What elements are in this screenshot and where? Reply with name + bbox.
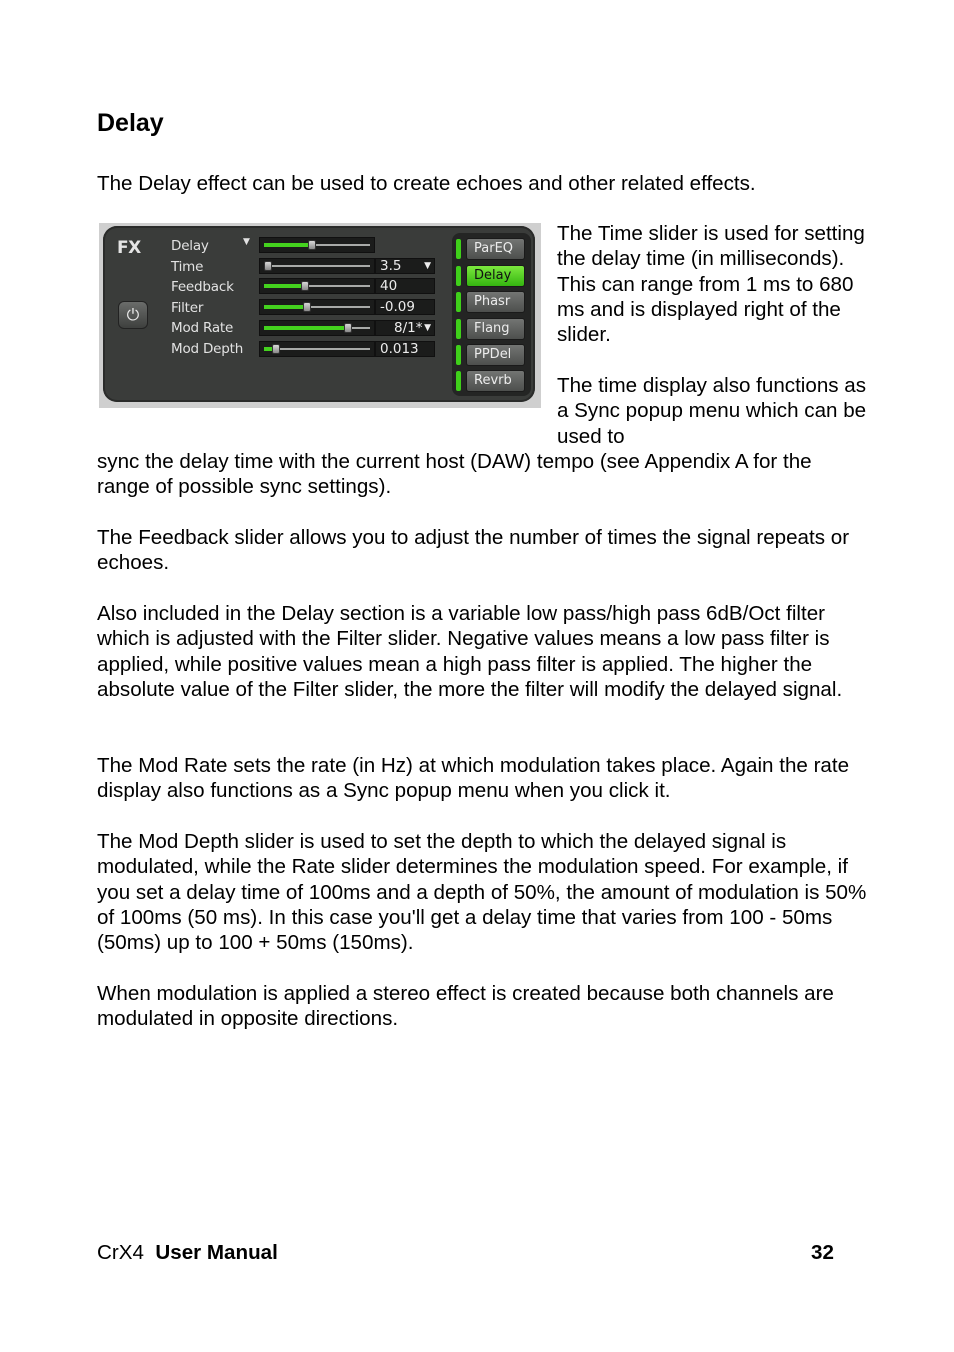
effect-button-revrb[interactable]: Revrb [456, 370, 527, 392]
effect-button-pareq[interactable]: ParEQ [456, 238, 527, 260]
product-name: CrX4 [97, 1241, 144, 1264]
row-label-feedback: Feedback [171, 279, 234, 295]
time-value-dropdown[interactable]: 3.5 ▼ [375, 258, 435, 274]
footer-title [97, 1240, 278, 1265]
led-indicator [456, 239, 461, 259]
mod-rate-paragraph: The Mod Rate sets the rate (in Hz) at which modulation takes place. Again the rate display also functions as a Sync popup menu when you click it. [97, 754, 850, 803]
effect-button-ppdel[interactable]: PPDel [456, 344, 527, 366]
row-label-mod-rate: Mod Rate [171, 320, 234, 336]
row-label-mod-depth: Mod Depth [171, 341, 244, 357]
mod-depth-paragraph: The Mod Depth slider is used to set the depth to which the delayed signal is modulated, while the Rate slider determines the modulation speed. For example, if you set a delay time of 100ms and a depth of 50%, the amount of modulation is 50% of 100ms (50 ms). In this case you'll get a delay time that varies from 100 - 50ms (50ms) up to 100 + 50ms (150ms). [97, 830, 867, 955]
filter-value: -0.09 [375, 299, 435, 315]
mod-depth-value: 0.013 [375, 341, 435, 357]
time-description: The Time slider is used for setting the delay time (in milliseconds). This can range from 1 ms to 680 ms and is displayed right of the slider. [557, 222, 865, 347]
intro-paragraph: The Delay effect can be used to create echoes and other related effects. [97, 172, 756, 195]
filter-paragraph: Also included in the Delay section is a variable low pass/high pass 6dB/Oct filter which is adjusted with the Filter slider. Negative values means a low pass filter is applied, while positive values mean a high pass filter is applied. The higher the absolute value of the Filter slider, the more the filter will modify the delayed signal. [97, 602, 843, 701]
led-indicator [456, 292, 461, 312]
fx-label: FX [117, 238, 141, 258]
feedback-value: 40 [375, 278, 435, 294]
led-indicator [456, 345, 461, 365]
effect-button-delay[interactable]: Delay [456, 265, 527, 287]
led-indicator [456, 266, 461, 286]
page-number: 32 [811, 1241, 834, 1264]
row-label-filter: Filter [171, 300, 204, 316]
slider-delay[interactable] [259, 237, 375, 253]
slider-mod-rate[interactable] [259, 320, 375, 336]
slider-time[interactable] [259, 258, 375, 274]
stereo-paragraph: When modulation is applied a stereo effect is created because both channels are modulated in opposite directions. [97, 982, 834, 1031]
manual-label: User Manual [155, 1241, 278, 1264]
chevron-down-icon: ▼ [424, 323, 431, 333]
effect-button-flang[interactable]: Flang [456, 318, 527, 340]
led-indicator [456, 319, 461, 339]
sync-description-continued: sync the delay time with the current host (DAW) tempo (see Appendix A for the range of possible sync settings). [97, 450, 812, 499]
sync-description: The time display also functions as a Sync popup menu which can be used to [557, 374, 867, 448]
power-icon: ⏻ [126, 305, 140, 324]
chevron-down-icon: ▼ [424, 261, 431, 271]
page-title: Delay [97, 109, 164, 137]
mod-rate-value-dropdown[interactable]: 8/1* ▼ [375, 320, 435, 336]
feedback-paragraph: The Feedback slider allows you to adjust the number of times the signal repeats or echoes. [97, 526, 850, 575]
slider-filter[interactable] [259, 299, 375, 315]
row-label-time: Time [171, 259, 204, 275]
fx-panel [103, 226, 535, 402]
caret-down-icon[interactable]: ▼ [243, 237, 250, 247]
led-indicator [456, 371, 461, 391]
effects-list [452, 233, 531, 396]
slider-feedback[interactable] [259, 278, 375, 294]
fx-panel-image [99, 223, 541, 408]
effect-button-phasr[interactable]: Phasr [456, 291, 527, 313]
power-button[interactable] [118, 301, 148, 329]
row-label-delay: Delay ▼ [171, 238, 209, 254]
slider-mod-depth[interactable] [259, 341, 375, 357]
